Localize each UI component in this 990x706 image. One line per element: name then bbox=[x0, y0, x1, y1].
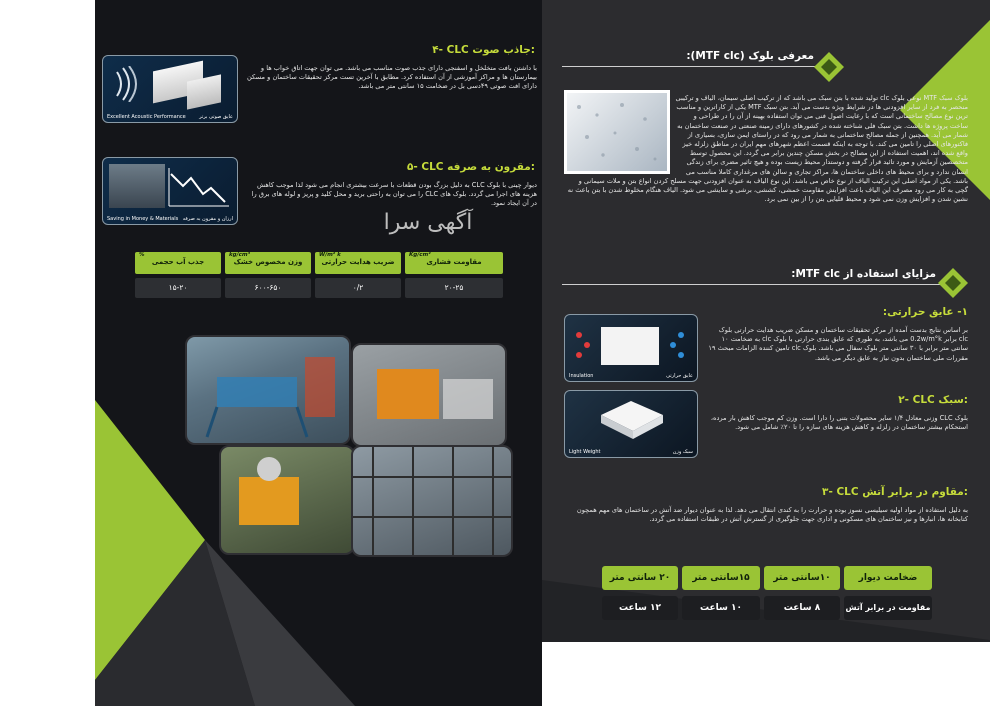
fire-header-thickness: ضخامت دیوار bbox=[844, 566, 932, 590]
unit-label: Kg/cm² bbox=[409, 252, 431, 258]
wall-photo bbox=[109, 164, 165, 208]
header-label: وزن مخصوص خشک bbox=[233, 258, 303, 266]
advantages-title: مزایای استفاده از MTF clc: bbox=[791, 268, 936, 280]
image-caption bbox=[107, 114, 233, 120]
diamond-bullet-icon bbox=[938, 268, 968, 298]
unit-label: kg/cm³ bbox=[229, 252, 251, 258]
header-label: مقاومت فشاری bbox=[426, 258, 482, 266]
spec-value-strength: ۲۰-۲۵ bbox=[405, 278, 503, 298]
unit-label: % bbox=[139, 252, 145, 258]
diamond-bullet-icon bbox=[814, 52, 844, 82]
float-spacer bbox=[564, 94, 674, 170]
section5-text: دیوار چینی با بلوک CLC به دلیل بزرگ بودن قطعات با سرعت بیشتری انجام می شود لذا موجب کاهش هزینه های اجرا می گردد. بلوک های CLC را می توان به راحتی برید و محل کلید و پریز و لوله های برق را در آن ایجاد نمود. bbox=[251, 181, 537, 208]
spec-header-density bbox=[225, 252, 311, 274]
caption-en: Saving in Money & Materials bbox=[107, 216, 179, 222]
fire-header-20cm: ۲۰ سانتی متر bbox=[602, 566, 678, 590]
item2-title: ۲- CLC سبک: bbox=[898, 394, 968, 406]
intro-title: معرفی بلوک (MTF clc): bbox=[686, 50, 814, 62]
caption-en: Excellent Acoustic Performance bbox=[107, 114, 186, 120]
caption-fa: سبک وزن bbox=[672, 449, 693, 455]
factory-photo-4 bbox=[351, 445, 513, 557]
item1-title: ۱- عایق حرارتی: bbox=[882, 306, 968, 318]
insulation-image bbox=[564, 314, 698, 382]
fire-header-10cm: ۱۰سانتی متر bbox=[764, 566, 840, 590]
machinery-graphic bbox=[187, 337, 349, 443]
fire-table bbox=[602, 566, 932, 624]
spec-header-water bbox=[135, 252, 221, 274]
machinery-graphic bbox=[353, 345, 505, 445]
item1-text: بر اساس نتایج بدست آمده از مرکز تحقیقات ساختمان و مسکن ضریب هدایت حرارتی بلوک clc برابر 0.2w/m°k می باشد، به طوری که عایق بندی حرارتی با بلوک clc به ضخامت ۱۰ سانتی متر برابر با ۳۰ سانتی متر بلوک سفال می باشد. بلوک clc تامین کننده الزامات مبحث ۱۹ مقررات ملی ساختمان بدون نیاز به عایق دیگر می باشد. bbox=[708, 326, 968, 362]
image-caption bbox=[569, 449, 693, 455]
divider bbox=[562, 284, 950, 285]
foam-block bbox=[187, 74, 221, 109]
spec-value-water: ۱۵-۲۰ bbox=[135, 278, 221, 298]
divider bbox=[562, 66, 832, 67]
declining-chart-icon bbox=[165, 166, 231, 210]
spec-header-strength bbox=[405, 252, 503, 274]
sound-waves-icon bbox=[111, 66, 141, 102]
machinery-graphic bbox=[221, 447, 353, 553]
spec-table bbox=[135, 252, 503, 300]
item2-text: بلوک CLC وزنی معادل ۱/۴ سایر محصولات بتنی را دارا است. وزن کم موجب کاهش بار مرده، استحکام بیشتر ساختمان در زلزله و کاهش هزینه های سازه را تا ۲۰٪ شامل می شود. bbox=[710, 414, 968, 432]
header-label: ضریب هدایت حرارتی bbox=[321, 258, 395, 266]
white-block bbox=[601, 327, 659, 365]
acoustic-image bbox=[102, 55, 238, 123]
image-caption bbox=[569, 373, 693, 379]
caption-fa: ارزان و مقرون به صرفه bbox=[182, 216, 233, 222]
light-block-icon bbox=[591, 397, 671, 441]
cold-dots-icon bbox=[665, 329, 689, 363]
item3-text: به دلیل استفاده از مواد اولیه سیلیسی نسوز بوده و حرارت را به کندی انتقال می دهد. لذا به عنوان دیوار ضد آتش در ساختمان های مهم همچون کتابخانه ها، انبارها و نیز ساختمان های مسکونی و اداری جهت جلوگیری از گسترش آتش در طبقات استفاده می گردد. bbox=[576, 506, 968, 524]
item3-title: ۳- CLC مقاوم در برابر آتش: bbox=[822, 486, 968, 498]
building-frame-graphic bbox=[353, 447, 511, 555]
factory-photo-3 bbox=[219, 445, 355, 555]
unit-label: W/m² k bbox=[319, 252, 341, 258]
caption-en: Insulation bbox=[569, 373, 594, 379]
image-caption bbox=[107, 216, 233, 222]
header-label: جذب آب حجمی bbox=[151, 258, 205, 266]
section4-title: ۴- CLC جاذب صوت: bbox=[432, 44, 535, 56]
caption-fa: عایق صوتی برتر bbox=[199, 114, 233, 120]
page-margin bbox=[542, 642, 990, 706]
page-margin bbox=[0, 640, 95, 706]
watermark: آگهی سرا bbox=[383, 210, 473, 235]
factory-photo-2 bbox=[351, 343, 507, 447]
intro-text-body: بلوک سبک MTF نوعی بلوک clc تولید شده با بتن سبک می باشد که از ترکیب اصلی سیمان، الیاف و ترکیبی منحصر به فرد از سایر افزودنی ها در شرایط ویژه بدست می آید. بتن سبک MTF یکی از کاراترین و مناسب ترین نوع مصالح ساختمانی است که با رعایت اصول فنی می توان استفاده بهینه از آن را در طراحی و ساخت پروژه ها داشت. بتن سبک فلی شناخته شده در کشورهای دارای زمینه صنعتی در صنعت ساختمان به شمار می آید. همچنین از جمله مصالح ساختمانی به شمار می رود که در راستای ایمن سازی، بسیاری از فاکتورهای اصلی را تامین می کند. با توجه به اینکه قسمت اعظم شهرهای مهم ایران در مناطق زلزله خیز واقع شده اند، اهمیت استفاده از این مصالح در بخش مسکن چندین برابر می گردد. این محصول توسط متخصصین آزمایش و مورد تائید قرار گرفته و دوستدار محیط زیست بوده و هیچ تاثیر مضری برای زندگی انسان ندارد و برای محیط های داخلی ساختمان ها، مراکز تجاری و سالن های مرغداری کاملا مناسب می باشد. یکی از مواد اصلی این ترکیب الیاف از نوع خاص می باشد. این نوع الیاف به عنوان افزودنی جهت مسلح کردن انواع بتن و ملات سیمانی و گچی به کار می رود مصرف این الیاف باعث افزایش مقاومت خمشی، کششی، برشی و سایشی می شود. الیاف هنگام مخلوط شدن با بتن باعث نه نشین شدن و افزایش وزن نمی شود و محیط قلیایی بتن را از بین نمی برد. bbox=[567, 94, 968, 204]
fire-resistance-label: مقاومت در برابر آتش bbox=[844, 596, 932, 620]
fire-value-10cm: ۸ ساعت bbox=[764, 596, 840, 620]
heat-dots-icon bbox=[571, 329, 595, 363]
spec-header-thermal bbox=[315, 252, 401, 274]
factory-photo-1 bbox=[185, 335, 351, 445]
caption-en: Light Weight bbox=[569, 449, 601, 455]
intro-text bbox=[564, 94, 968, 204]
right-page bbox=[542, 0, 990, 706]
light-weight-image bbox=[564, 390, 698, 458]
fire-value-15cm: ۱۰ ساعت bbox=[682, 596, 760, 620]
spec-value-density: ۶۰۰-۶۵۰ bbox=[225, 278, 311, 298]
caption-fa: عایق حرارتی bbox=[666, 373, 693, 379]
spec-value-thermal: ۰/۲ bbox=[315, 278, 401, 298]
savings-image bbox=[102, 157, 238, 225]
section4-text: با داشتن بافت متخلخل و اسفنجی دارای جذب صوت مناسب می باشد. می توان جهت اتاق خواب ها و بیمارستان ها و مراکز آموزشی از آن استفاده کرد. مطابق با آخرین تست مرکز تحقیقات ساختمان و مسکن دارای افت صوتی ۴۹دسی بل در ضخامت ۱۵ سانتی متر می باشد. bbox=[247, 64, 537, 91]
left-page bbox=[95, 0, 542, 706]
section5-title: ۵- CLC مقرون به صرفه: bbox=[406, 161, 535, 173]
fire-value-20cm: ۱۲ ساعت bbox=[602, 596, 678, 620]
fire-header-15cm: ۱۵سانتی متر bbox=[682, 566, 760, 590]
